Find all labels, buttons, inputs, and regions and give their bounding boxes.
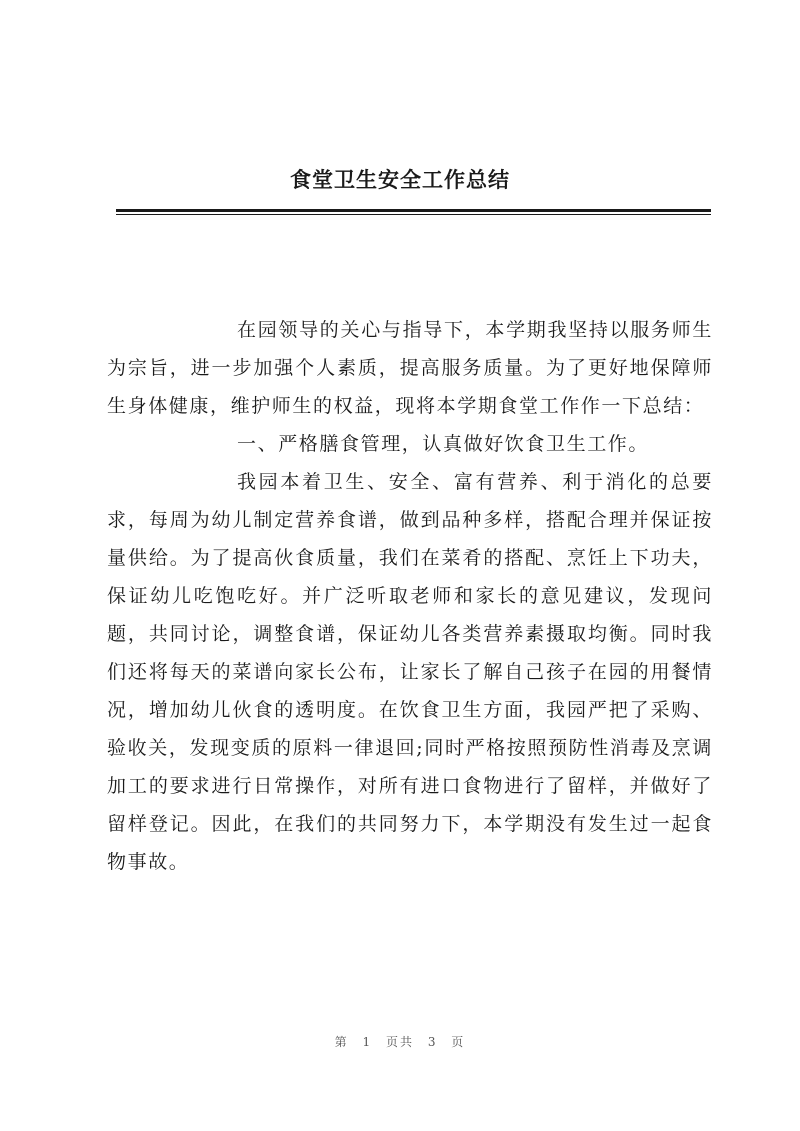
current-page-number: 1 bbox=[362, 1035, 373, 1049]
section-heading: 一、严格膳食管理，认真做好饮食卫生工作。 bbox=[237, 433, 650, 455]
page-footer bbox=[0, 1033, 800, 1050]
page-suffix: 页 bbox=[451, 1035, 466, 1049]
title-underline bbox=[116, 209, 711, 212]
page-prefix: 第 bbox=[334, 1035, 349, 1049]
page-mid: 页共 bbox=[385, 1035, 414, 1049]
document-body bbox=[107, 311, 713, 881]
intro-paragraph: 在园领导的关心与指导下，本学期我坚持以服务师生为宗旨，进一步加强个人素质，提高服务质量。为了更好地保障师生身体健康，维护师生的权益，现将本学期食堂工作作一下总结： bbox=[107, 319, 713, 417]
section-paragraph: 我园本着卫生、安全、富有营养、利于消化的总要求，每周为幼儿制定营养食谱，做到品种多样，搭配合理并保证按量供给。为了提高伙食质量，我们在菜肴的搭配、烹饪上下功夫，保证幼儿吃饱吃好。并广泛听取老师和家长的意见建议，发现问题，共同讨论，调整食谱，保证幼儿各类营养素摄取均衡。同时我们还将每天的菜谱向家长公布，让家长了解自己孩子在园的用餐情况，增加幼儿伙食的透明度。在饮食卫生方面，我园严把了采购、验收关，发现变质的原料一律退回;同时严格按照预防性消毒及烹调加工的要求进行日常操作，对所有进口食物进行了留样，并做好了留样登记。因此，在我们的共同努力下，本学期没有发生过一起食物事故。 bbox=[107, 471, 713, 873]
total-pages: 3 bbox=[427, 1035, 438, 1049]
title-underline-thin bbox=[116, 214, 711, 215]
document-title: 食堂卫生安全工作总结 bbox=[290, 168, 510, 192]
